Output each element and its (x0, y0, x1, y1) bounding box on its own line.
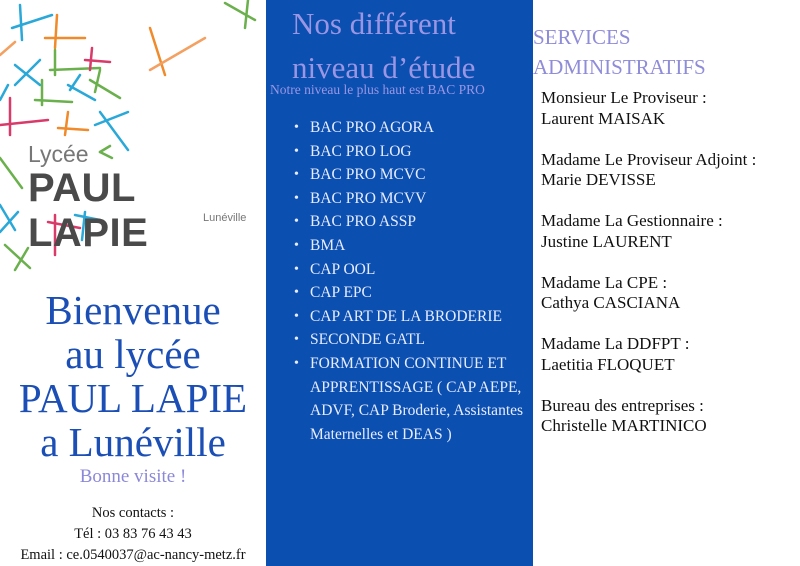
staff-entry (541, 396, 756, 458)
list-item: • BAC PRO MCVV (290, 187, 530, 211)
logo-school-name: PAUL LAPIE (28, 166, 149, 255)
services-column (533, 0, 800, 566)
staff-entry (541, 334, 756, 396)
staff-name: Laurent MAISAK (541, 108, 666, 128)
list-item: • BAC PRO AGORA (290, 116, 530, 140)
list-item: • SECONDE GATL (290, 328, 530, 352)
contacts-title: Nos contacts : (91, 505, 175, 521)
list-item: • CAP EPC (290, 281, 530, 305)
services-title (533, 22, 706, 82)
studies-title (292, 2, 475, 90)
staff-role: Bureau des entreprises : (541, 395, 704, 415)
list-item: • CAP OOL (290, 258, 530, 282)
list-item: • BAC PRO ASSP (290, 210, 530, 234)
studies-list (290, 116, 530, 446)
welcome-heading (0, 288, 266, 464)
welcome-line: a Lunéville (40, 419, 226, 465)
staff-entry (541, 150, 756, 212)
list-item: • CAP ART DE LA BRODERIE (290, 305, 530, 329)
welcome-column (0, 0, 266, 566)
staff-name: Christelle MARTINICO (541, 416, 707, 435)
contacts-block (0, 503, 266, 566)
studies-title-line: niveau d’étude (292, 50, 476, 85)
list-item: • BAC PRO LOG (290, 140, 530, 164)
studies-panel (266, 0, 533, 566)
services-title-line: SERVICES (533, 25, 631, 49)
staff-role: Madame La DDFPT : (541, 334, 690, 353)
welcome-line: au lycée (65, 331, 201, 377)
staff-entry (541, 273, 756, 335)
studies-subtitle: Notre niveau le plus haut est BAC PRO (270, 82, 485, 97)
staff-role: Madame La CPE : (541, 272, 668, 292)
logo-city-text: Lunéville (203, 212, 247, 224)
staff-name: Marie DEVISSE (541, 170, 656, 189)
welcome-line: Bienvenue (45, 287, 221, 333)
services-title-line: ADMINISTRATIFS (533, 55, 706, 79)
staff-name: Laetitia FLOQUET (541, 354, 675, 374)
studies-title-line: Nos différent (292, 6, 456, 41)
contact-phone: Tél : 03 83 76 43 43 (74, 526, 192, 542)
contact-email: Email : ce.0540037@ac-nancy-metz.fr (20, 547, 246, 563)
list-item: • BMA (290, 234, 530, 258)
staff-name: Justine LAURENT (541, 231, 672, 251)
list-item: • BAC PRO MCVC (290, 163, 530, 187)
staff-name: Cathya CASCIANA (541, 293, 681, 312)
welcome-tagline: Bonne visite ! (79, 466, 187, 487)
staff-role: Monsieur Le Proviseur : (541, 88, 707, 107)
logo-lycee-text: Lycée (28, 141, 89, 167)
staff-role: Madame Le Proviseur Adjoint : (541, 149, 757, 169)
staff-entry (541, 211, 756, 273)
staff-entry (541, 88, 756, 150)
staff-list (541, 88, 756, 457)
list-item: • FORMATION CONTINUE ET APPRENTISSAGE ( CAP AEPE, ADVF, CAP Broderie, Assistantes Maternelles et DEAS ) (290, 352, 530, 446)
welcome-line: PAUL LAPIE (18, 375, 248, 421)
staff-role: Madame La Gestionnaire : (541, 211, 723, 230)
